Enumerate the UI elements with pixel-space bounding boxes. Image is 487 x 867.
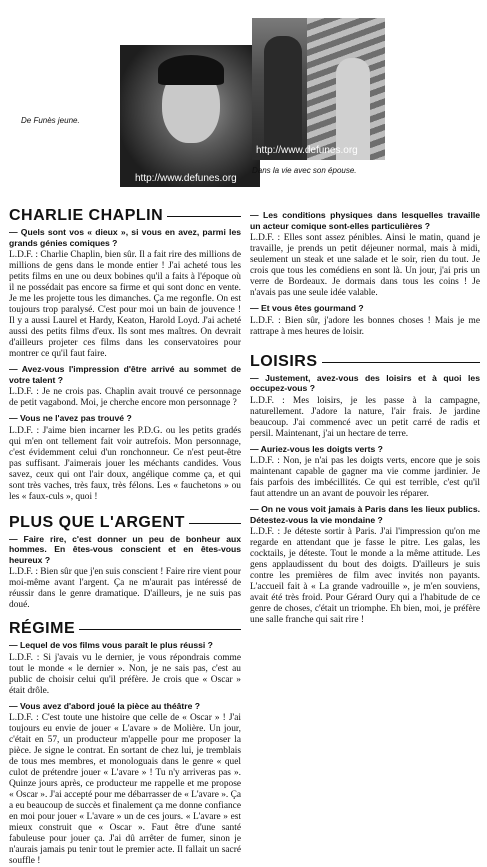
answer: L.D.F. : C'est toute une histoire que celle de « Oscar » ! J'ai toujours eu envie de jouer « L'avare » de Molière. Un jour, c'était en 57, un producteur m'appelle pour me proposer la pièce. Je signe le contrat. En sortant de chez lui, je tremblais de tous mes membres, et monologuais dans le genre « quel culot de prétendre jouer « L'avare » ! Tu n'y arriveras pas ». Quinze jours après, ce producteur me rappelle et me propose « Oscar ». J'ai accepté pour me débarrasser de « L'avare ». Ça a eu beaucoup de succès et finalement ça me donne confiance en moi pour jouer « L'avare » un de ces jours. « L'avare » est mieux construit que « Oscar ». Faut être d'une santé fabuleuse pour jouer ça. J'ai dû arrêter de fumer, sinon je n'aurais jamais pu tenir tout le premier acte. Il fallait un sacré souffle ! [9,713,241,866]
watermark-right: http://www.defunes.org [256,145,358,156]
man-figure-shape [264,36,302,160]
question: — Vous ne l'avez pas trouvé ? [9,413,132,423]
left-column [9,207,241,866]
answer: L.D.F. : Bien sûr, j'adore les bonnes choses ! Mais je me rattrape à mes heures de loisir. [250,315,480,337]
question: — Justement, avez-vous des loisirs et à quoi les occupez-vous ? [250,372,480,393]
heading-plus-que-largent: PLUS QUE L'ARGENT [9,517,241,528]
question: — Faire rire, c'est donner un peu de bonheur aux hommes. En êtes-vous conscient et en êtes-vous heureux ? [9,533,241,565]
watermark-left: http://www.defunes.org [135,173,237,184]
couple-photo [252,18,385,160]
answer: L.D.F. : Bien sûr que j'en suis conscient ! Faire rire vient pour moi-même avant l'argent. Ça ne m'aurait pas intéressé de réussir dans le genre dramatique. D'ailleurs, je ne suis pas doué. [9,567,241,610]
answer: L.D.F. : Je déteste sortir à Paris. J'ai l'impression qu'on me regarde en attendant que je fasse le pitre. Les galas, les cocktails, je déteste. Tout le monde a la même attitude. Les gens applaudissent du bout des doigts. D'ailleurs je suis contre les premières de film avec invités non payants. L'accueil fait à « La grande vadrouille », je m'en souviens, avait été très froid. Pour Gérard Oury qui a l'habitude de ce genre de choses, c'était un triomphe. Eh bien, moi, je préfère une salle franche qui sait rire ! [250,527,480,625]
portrait-photo-young [120,45,260,187]
question: — Vous avez d'abord joué la pièce au théâtre ? [9,700,200,711]
answer: L.D.F. : Si j'avais vu le dernier, je vous répondrais comme tout le monde « le dernier ». Non, je ne sais pas, c'est au public de choisir celui qu'il préfère. Je crois que « Oscar » était drôle. [9,652,241,696]
question: — Les conditions physiques dans lesquelles travaille un acteur comique sont-elles particulières ? [250,210,480,231]
answer: L.D.F. : Elles sont assez pénibles. Ainsi le matin, quand je travaille, je prends un petit déjeuner normal, mais à midi, seulement un steak et une salade et le soir, rien du tout. Je crois que tous les comédiens en sont là. Un jour, j'ai pris un verre de Bordeaux. Je dormais dans tous les coins ! Je n'avais pas une seule idée valable. [250,233,480,298]
caption-left: De Funès jeune. [21,116,80,125]
question: — Lequel de vos films vous paraît le plus réussi ? [9,640,213,650]
question: — On ne vous voit jamais à Paris dans les lieux publics. Détestez-vous la vie mondaine ? [250,504,480,525]
question: — Et vous êtes gourmand ? [250,303,364,313]
caption-right: Dans la vie avec son épouse. [252,166,357,175]
heading-regime: RÉGIME [9,623,241,634]
question: — Avez-vous l'impression d'être arrivé au sommet de votre talent ? [9,364,241,385]
right-column [250,210,480,628]
answer: L.D.F. : Je ne crois pas. Chaplin avait trouvé ce personnage de petit vagabond. Moi, je cherche encore mon personnage ? [9,387,241,408]
answer: L.D.F. : Mes loisirs, je les passe à la campagne, naturellement. J'adore la nature, l'air frais. Je jardine beaucoup. J'ai commencé avec un petit carré de radis et persil. Maintenant, j'ai un hectare de terre. [250,395,480,439]
answer: L.D.F. : Non, je n'ai pas les doigts verts, encore que je sois maintenant capable de gagner ma vie comme jardinier. Je fais parfois des imbécillités. Ce qui est terrible, c'est qu'il faut attendre un an avant de pouvoir les réparer. [250,456,480,499]
heading-charlie-chaplin: CHARLIE CHAPLIN [9,210,241,221]
answer: L.D.F. : Charlie Chaplin, bien sûr. Il a fait rire des millions de millions de gens dans le monde entier ! J'ai acheté tous les petits films en une ou deux bobines qu'il a faits à l'époque où il ne possédait pas encore sa firme et qui sont donc en vente. Je me les projette tous les dimanches. Ça me regonfle. On est toujours trop paralysé. C'est pour moi un bain de jouvence ! Il y a aussi Laurel et Hardy, Keaton, Harold Loyd. J'ai acheté aussi des petits films d'eux. Ils sont mes maîtres. On devrait d'ailleurs projeter ces films dans les conservatoires pour montrer ce qu'il faut faire. [9,250,241,359]
question: — Quels sont vos « dieux », si vous en avez, parmi les grands génies comiques ? [9,227,241,248]
answer: L.D.F. : J'aime bien incarner les P.D.G. ou les petits gradés qui m'en ont tellement fait voir autrefois. Mon personnage, c'est évidemment celui d'un ronchonneur. Ce n'est peut-être pas suffisant. J'aimerais jouer les méchants candides. Vous savez, ceux qui ont l'air doux, angélique comme ça, et qui sont très vaches, très faux, très félons. Les « fauchetons » ou les « faux-culs », quoi ! [9,425,241,502]
portrait-hair-shape [158,55,224,85]
heading-loisirs: LOISIRS [250,356,480,367]
question: — Auriez-vous les doigts verts ? [250,443,383,454]
